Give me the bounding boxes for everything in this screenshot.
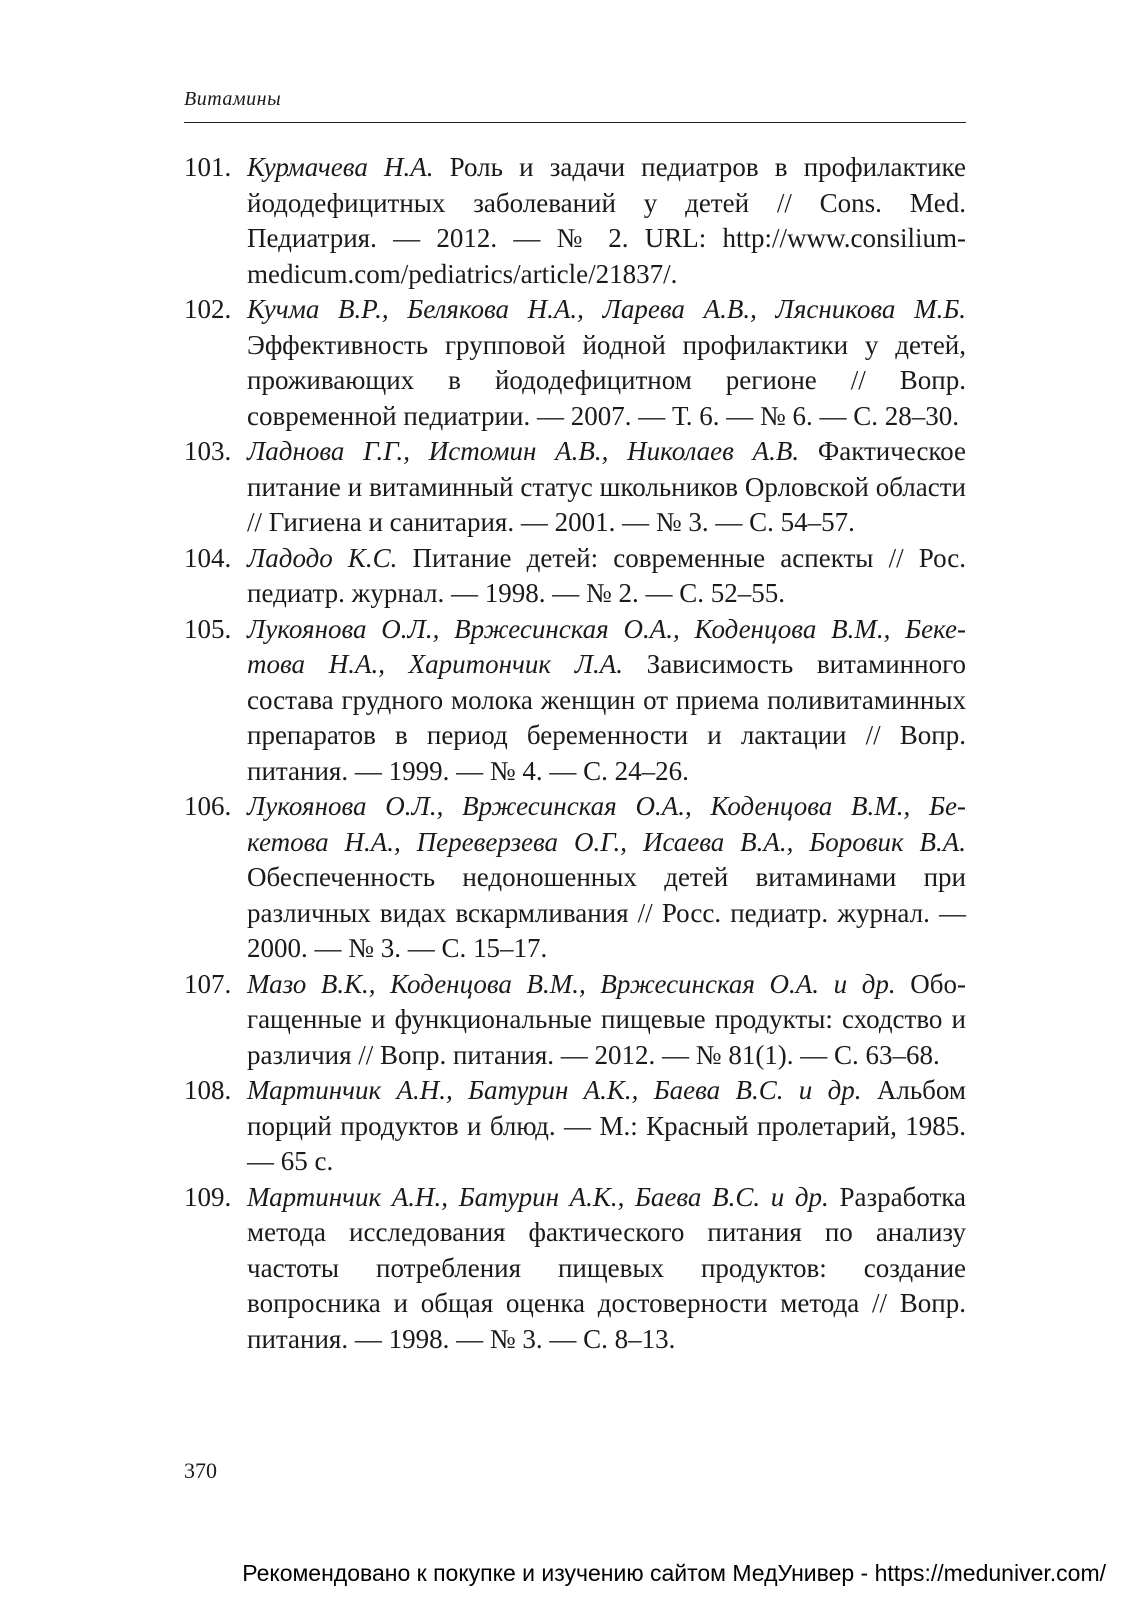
reference-authors: Ладодо К.С. [247, 542, 398, 573]
reference-item [184, 1180, 966, 1358]
reference-body [247, 292, 966, 434]
reference-item [184, 967, 966, 1074]
reference-text: Питание детей: современные аспекты // Рос. педиатр. журнал. — 1998. — № 2. — С. 52–55. [247, 542, 967, 608]
reference-body [247, 541, 966, 612]
reference-item [184, 541, 966, 612]
reference-text: Эффективность групповой йодной профилактики у детей, проживающих в йододефицитном регионе // Вопр. современной педиатрии. — 2007. — Т. 6. — № 6. — С. 28–30. [247, 329, 966, 431]
reference-number: 105. [184, 613, 232, 644]
reference-item [184, 612, 966, 790]
reference-authors: Мартинчик А.Н., Батурин А.К., Баева В.С. и др. [247, 1181, 829, 1212]
reference-body [247, 150, 966, 292]
reference-number: 107. [184, 968, 232, 999]
footer-recommendation: Рекомендовано к покупке и изучению сайтом МедУнивер - https://meduniver.com/ [242, 1560, 1106, 1586]
reference-authors: Кучма В.Р., Белякова Н.А., Ларева А.В., Лясникова М.Б. [247, 294, 966, 324]
reference-authors: Курмачева Н.А. [247, 152, 434, 182]
reference-item [184, 150, 966, 292]
reference-item [184, 1073, 966, 1180]
reference-body [247, 1180, 966, 1358]
reference-body [247, 1073, 966, 1180]
reference-body [247, 967, 966, 1074]
reference-number: 103. [184, 436, 232, 466]
reference-authors: Лукоянова О.Л., Вржесинская О.А., Коденцова В.М., Бекетова Н.А., Харитончик Л.А. [247, 613, 966, 679]
reference-body [247, 612, 966, 790]
reference-item [184, 789, 966, 967]
reference-text: Обеспеченность недоношенных детей витаминами при различных видах вскармливания // Росс. педиатр. журнал. — 2000. — № 3. — С. 15–17. [247, 862, 966, 963]
page-number: 370 [184, 1458, 217, 1483]
reference-text: Роль и задачи педиатров в профилактике йододефицитных заболеваний у детей // Cons. Med. Педиатрия. — 2012. — № 2. URL: http://www.consilium-medicum.com/pediatrics/article/21837/. [247, 152, 966, 289]
reference-authors: Мазо В.К., Коденцова В.М., Вржесинская О.А. и др. [247, 968, 896, 999]
reference-authors: Лукоянова О.Л., Вржесинская О.А., Коденцова В.М., Бекетова Н.А., Переверзева О.Г., Исаева В.А., Боровик В.А. [247, 791, 966, 857]
reference-number: 102. [184, 294, 232, 324]
reference-number: 101. [184, 152, 232, 182]
reference-number: 108. [184, 1075, 232, 1105]
reference-number: 106. [184, 791, 232, 821]
reference-body [247, 434, 966, 541]
reference-body [247, 789, 966, 967]
reference-authors: Ладнова Г.Г., Истомин А.В., Николаев А.В. [247, 436, 800, 466]
running-head: Витамины [184, 88, 282, 110]
reference-item [184, 434, 966, 541]
reference-text: Альбом порций продуктов и блюд. — М.: Красный пролетарий, 1985. — 65 с. [247, 1075, 966, 1176]
header-rule [184, 122, 966, 123]
reference-text: Фактическое питание и витаминный статус школьников Орловской области // Гигиена и санитария. — 2001. — № 3. — С. 54–57. [247, 436, 966, 537]
reference-text: Обогащенные и функциональные пищевые продукты: сходство и различия // Вопр. питания. — 2012. — № 81(1). — С. 63–68. [247, 968, 966, 1070]
reference-number: 104. [184, 542, 232, 573]
reference-item [184, 292, 966, 434]
reference-text: Разработка метода исследования фактического питания по анализу частоты потребления пищевых продуктов: создание вопросника и общая оценка достоверности метода // Вопр. питания. — 1998. — № 3. — С. 8–13. [247, 1181, 966, 1354]
reference-authors: Мартинчик А.Н., Батурин А.К., Баева В.С. и др. [247, 1075, 862, 1105]
reference-list [184, 150, 966, 1357]
reference-number: 109. [184, 1181, 232, 1212]
reference-text: Зависимость витаминного состава грудного молока женщин от приема поливитаминных препаратов в период беременности и лактации // Вопр. питания. — 1999. — № 4. — С. 24–26. [247, 649, 966, 786]
